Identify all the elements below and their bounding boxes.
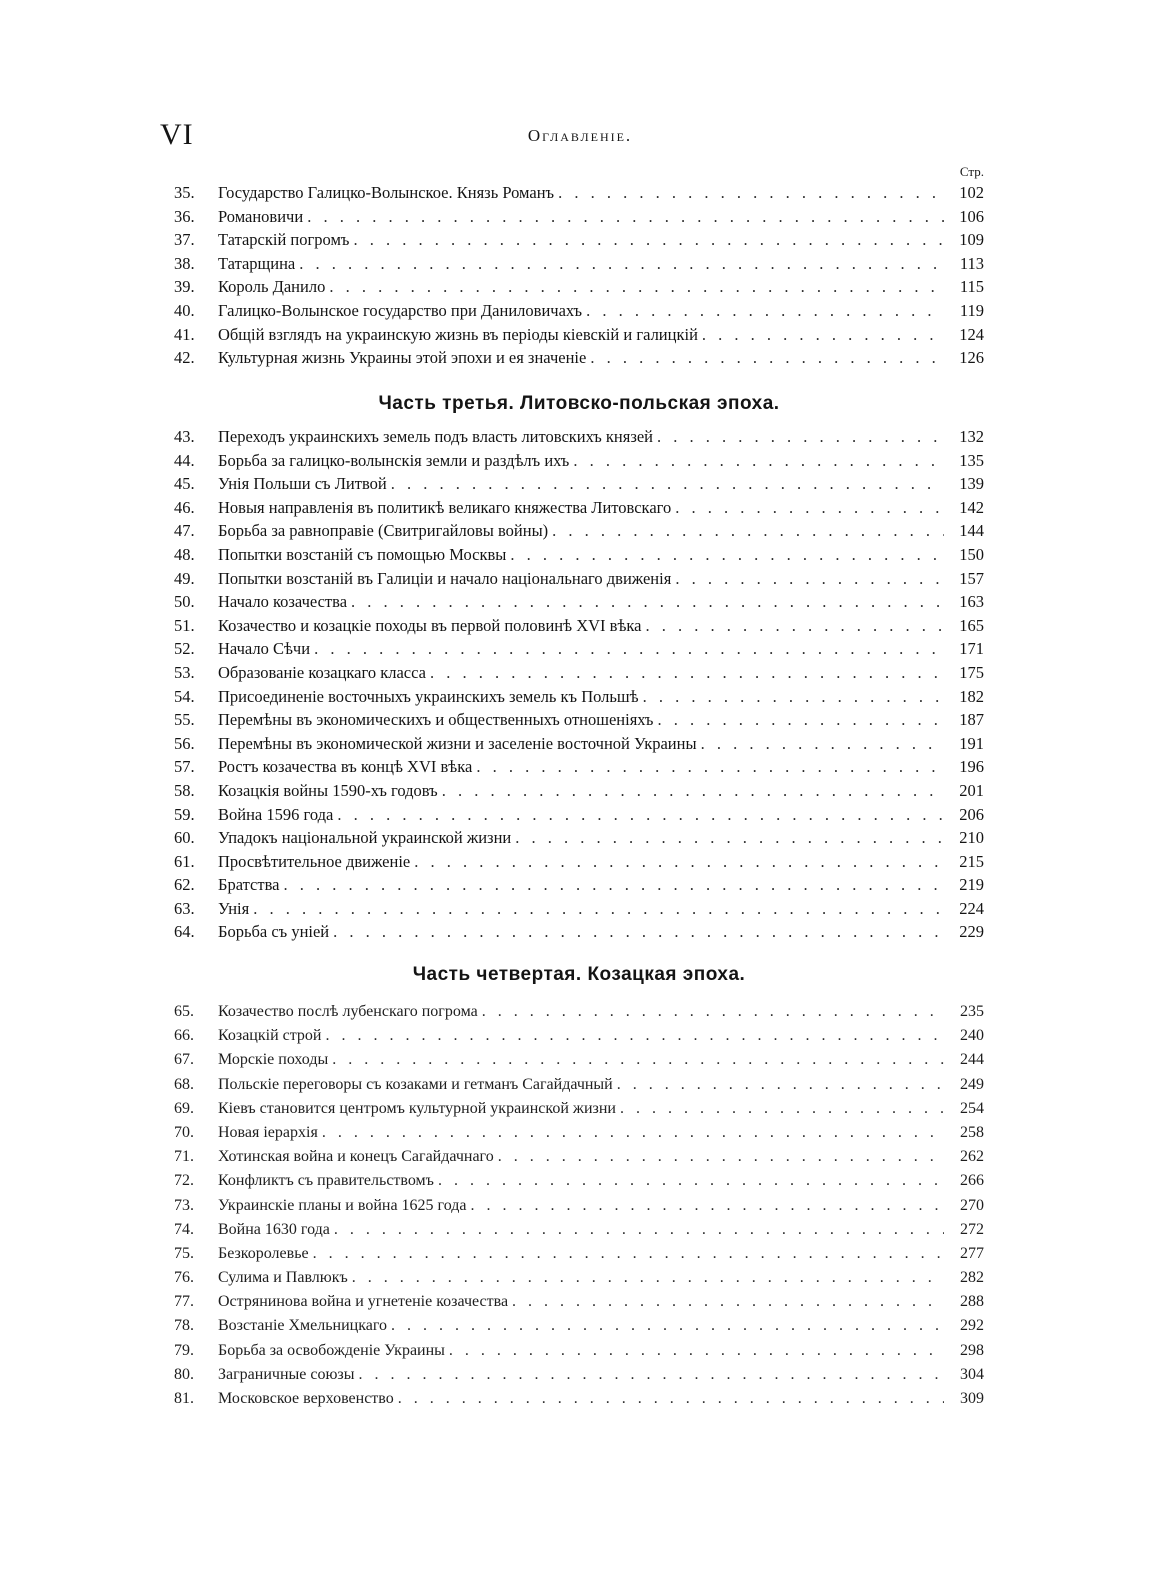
toc-entry-number: 71. (174, 1148, 194, 1166)
toc-entry (174, 1169, 984, 1193)
toc-entry (174, 1387, 984, 1411)
toc-entry-number: 41. (174, 324, 195, 344)
toc-entry (174, 779, 984, 803)
toc-entry-title: Ростъ козачества въ концѣ XVI вѣка (218, 757, 473, 777)
toc-entry-page: 201 (959, 780, 984, 800)
toc-entry-page: 142 (959, 497, 984, 517)
dot-leader (314, 637, 944, 661)
toc-entry-title: Борьба съ уніей (218, 922, 330, 942)
toc-entry-title: Хотинская война и конецъ Сагайдачнаго (218, 1148, 494, 1166)
dot-leader (552, 519, 944, 543)
toc-entry (174, 519, 984, 543)
toc-entry-number: 53. (174, 662, 195, 682)
toc-entry-title: Начало козачества (218, 592, 348, 612)
toc-entry (174, 1266, 984, 1290)
toc-entry-number: 80. (174, 1365, 194, 1383)
toc-entry-page: 266 (960, 1172, 984, 1190)
toc-entry-page: 113 (959, 253, 984, 273)
toc-entry-number: 56. (174, 733, 195, 753)
toc-entry-title: Война 1630 года (218, 1220, 330, 1238)
toc-entry-title: Братства (218, 875, 280, 895)
toc-entry (174, 897, 984, 921)
dot-leader (430, 661, 944, 685)
toc-entry-title: Татарщина (218, 253, 296, 273)
toc-entry-page: 235 (960, 1003, 984, 1020)
toc-entry (174, 1194, 984, 1218)
toc-entry-number: 60. (174, 828, 195, 848)
toc-entry (174, 708, 984, 732)
toc-entry-title: Украинскіе планы и война 1625 года (218, 1196, 467, 1214)
toc-entry-number: 76. (174, 1269, 194, 1287)
toc-entry (174, 252, 984, 276)
dot-leader (414, 850, 944, 874)
dot-leader (391, 472, 944, 496)
toc-entry-number: 44. (174, 450, 195, 470)
toc-entry-number: 68. (174, 1075, 194, 1093)
dot-leader (333, 920, 944, 944)
dot-leader (391, 1314, 944, 1338)
toc-entry-page: 191 (959, 733, 984, 753)
toc-entry-page: 163 (959, 592, 984, 612)
toc-entry-page: 119 (959, 300, 984, 320)
toc-entry (174, 873, 984, 897)
toc-entry (174, 299, 984, 323)
toc-entry (174, 472, 984, 496)
toc-entry (174, 346, 984, 370)
toc-entry (174, 1097, 984, 1121)
dot-leader (322, 1121, 944, 1145)
toc-entry-page: 277 (960, 1244, 984, 1262)
toc-entry (174, 803, 984, 827)
toc-entry-page: 224 (959, 898, 984, 918)
toc-entry (174, 323, 984, 347)
toc-entry-title: Остряниновa война и угнетеніе козачества (218, 1293, 509, 1311)
toc-entry-number: 62. (174, 875, 195, 895)
toc-entry-page: 196 (959, 757, 984, 777)
toc-entry-page: 171 (959, 639, 984, 659)
dot-leader (337, 803, 944, 827)
toc-entry-page: 124 (959, 324, 984, 344)
dot-leader (482, 1000, 944, 1024)
toc-entry-number: 48. (174, 544, 195, 564)
toc-entry-number: 45. (174, 474, 195, 494)
dot-leader (329, 275, 944, 299)
dot-leader (558, 181, 944, 205)
toc-entry (174, 920, 984, 944)
toc-entry-number: 77. (174, 1293, 194, 1311)
toc-entry-page: 126 (959, 348, 984, 368)
toc-entry-number: 52. (174, 639, 195, 659)
toc-entry-page: 132 (959, 427, 984, 446)
toc-entry-number: 70. (174, 1123, 194, 1141)
toc-entry (174, 543, 984, 567)
dot-leader (332, 1048, 944, 1072)
toc-entry-page: 258 (960, 1123, 984, 1141)
dot-leader (657, 708, 944, 732)
toc-entry (174, 1024, 984, 1048)
toc-entry-number: 40. (174, 300, 195, 320)
toc-entry-page: 135 (959, 450, 984, 470)
toc-entry-page: 282 (960, 1269, 984, 1287)
toc-entry-number: 54. (174, 686, 195, 706)
toc-section-part-two-continued (174, 181, 984, 370)
toc-section-part-four (174, 1000, 984, 1411)
toc-entry-page: 210 (959, 828, 984, 848)
toc-entry-number: 72. (174, 1172, 194, 1190)
page-number: VI (160, 118, 194, 151)
toc-entry-page: 144 (959, 521, 984, 541)
toc-entry (174, 850, 984, 874)
toc-entry-title: Сулима и Павлюкъ (218, 1269, 348, 1287)
toc-entry (174, 181, 984, 205)
toc-entry-title: Козачество послѣ лубенскаго погрома (218, 1003, 478, 1020)
toc-entry-number: 81. (174, 1390, 194, 1407)
toc-entry-page: 240 (960, 1027, 984, 1045)
toc-entry-title: Козацкій строй (218, 1027, 322, 1045)
toc-entry-page: 157 (959, 568, 984, 588)
toc-entry-page: 229 (959, 922, 984, 942)
dot-leader (573, 449, 944, 473)
toc-entry (174, 614, 984, 638)
toc-entry-number: 43. (174, 427, 195, 446)
toc-entry (174, 1145, 984, 1169)
dot-leader (283, 873, 944, 897)
toc-entry-page: 292 (960, 1317, 984, 1335)
toc-entry-page: 115 (959, 277, 984, 297)
toc-entry-title: Татарскій погромъ (218, 230, 350, 250)
toc-entry-title: Козацкія войны 1590-хъ годовъ (218, 780, 438, 800)
dot-leader (351, 590, 944, 614)
toc-entry-page: 206 (959, 804, 984, 824)
toc-entry-number: 66. (174, 1027, 194, 1045)
toc-entry-number: 42. (174, 348, 195, 368)
toc-entry-title: Борьба за освобожденіе Украины (218, 1341, 445, 1359)
dot-leader (657, 425, 944, 449)
toc-entry-number: 47. (174, 521, 195, 541)
dot-leader (398, 1387, 944, 1411)
toc-entry-page: 150 (959, 544, 984, 564)
toc-entry-title: Король Данило (218, 277, 326, 297)
toc-entry-number: 58. (174, 780, 195, 800)
toc-entry-page: 109 (959, 230, 984, 250)
toc-entry-number: 63. (174, 898, 195, 918)
toc-entry-title: Государство Галицко-Волынское. Князь Романъ (218, 183, 555, 202)
toc-entry (174, 496, 984, 520)
toc-entry (174, 1048, 984, 1072)
toc-entry (174, 1218, 984, 1242)
toc-entry-number: 38. (174, 253, 195, 273)
toc-entry-page: 254 (960, 1099, 984, 1117)
toc-entry (174, 661, 984, 685)
toc-entry-number: 64. (174, 922, 195, 942)
toc-entry-title: Козачество и козацкіе походы въ первой половинѣ XVI вѣка (218, 615, 642, 635)
dot-leader (617, 1073, 944, 1097)
dot-leader (334, 1218, 944, 1242)
dot-leader (675, 567, 944, 591)
toc-entry-title: Перемѣны въ экономическихъ и общественныхъ отношеніяхъ (218, 710, 654, 730)
dot-leader (643, 685, 944, 709)
toc-entry (174, 1073, 984, 1097)
dot-leader (675, 496, 944, 520)
toc-entry (174, 1363, 984, 1387)
toc-entry (174, 1121, 984, 1145)
dot-leader (326, 1024, 945, 1048)
dot-leader (307, 205, 944, 229)
toc-entry-page: 139 (959, 474, 984, 494)
toc-entry-title: Возстаніе Хмельницкаго (218, 1317, 388, 1335)
toc-entry-page: 288 (960, 1293, 984, 1311)
toc-entry-number: 51. (174, 615, 195, 635)
toc-entry (174, 590, 984, 614)
toc-entry-number: 57. (174, 757, 195, 777)
dot-leader (352, 1266, 944, 1290)
toc-entry-title: Унія (218, 898, 250, 918)
toc-entry-number: 79. (174, 1341, 194, 1359)
toc-entry-page: 106 (959, 206, 984, 226)
toc-entry-number: 49. (174, 568, 195, 588)
toc-entry-title: Попытки возстаній въ Галиціи и начало національнаго движенія (218, 568, 672, 588)
toc-entry-page: 215 (959, 851, 984, 871)
toc-entry (174, 1242, 984, 1266)
toc-entry-number: 37. (174, 230, 195, 250)
toc-entry (174, 755, 984, 779)
toc-entry-title: Конфликтъ съ правительствомъ (218, 1172, 434, 1190)
toc-entry-number: 65. (174, 1003, 194, 1020)
toc-entry-page: 309 (960, 1390, 984, 1407)
dot-leader (590, 346, 944, 370)
toc-section-part-three (174, 425, 984, 944)
toc-entry-title: Безкоролевье (218, 1244, 309, 1262)
toc-entry (174, 826, 984, 850)
toc-entry-number: 61. (174, 851, 195, 871)
toc-entry-title: Морскіе походы (218, 1051, 329, 1069)
page-header (160, 118, 1000, 158)
dot-leader (470, 1194, 944, 1218)
toc-entry-title: Культурная жизнь Украины этой эпохи и ея значеніе (218, 348, 587, 368)
dot-leader (353, 228, 944, 252)
dot-leader (476, 755, 944, 779)
toc-entry-title: Новая іерархія (218, 1123, 318, 1141)
toc-entry-title: Заграничные союзы (218, 1365, 355, 1383)
toc-entry-title: Кіевъ становится центромъ культурной украинской жизни (218, 1099, 616, 1117)
toc-entry-number: 36. (174, 206, 195, 226)
toc-entry (174, 685, 984, 709)
toc-entry-title: Общій взглядъ на украинскую жизнь въ періоды кіевскій и галицкій (218, 324, 698, 344)
toc-entry-page: 270 (960, 1196, 984, 1214)
toc-entry-number: 78. (174, 1317, 194, 1335)
toc-entry-page: 304 (960, 1365, 984, 1383)
part-four-heading: Часть четвертая. Козацкая эпоха. (412, 964, 746, 985)
toc-entry-page: 219 (959, 875, 984, 895)
dot-leader (498, 1145, 944, 1169)
toc-entry (174, 637, 984, 661)
toc-entry-title: Новыя направленія въ политикѣ великаго княжества Литовскаго (218, 497, 672, 517)
dot-leader (515, 826, 944, 850)
toc-entry-page: 187 (959, 710, 984, 730)
dot-leader (702, 323, 944, 347)
dot-leader (253, 897, 944, 921)
toc-entry-title: Московское верховенство (218, 1390, 394, 1407)
toc-entry-title: Переходъ украинскихъ земель подъ власть литовскихъ князей (218, 427, 654, 446)
toc-entry-number: 39. (174, 277, 195, 297)
toc-entry-page: 272 (960, 1220, 984, 1238)
toc-entry-title: Борьба за равноправіе (Свитригайловы войны) (218, 521, 549, 541)
toc-entry-page: 244 (960, 1051, 984, 1069)
toc-entry-title: Унія Польши съ Литвой (218, 474, 387, 494)
toc-entry-title: Польскіе переговоры съ козаками и гетманъ Сагайдачный (218, 1075, 613, 1093)
toc-entry-number: 59. (174, 804, 195, 824)
dot-leader (313, 1242, 944, 1266)
toc-entry (174, 732, 984, 756)
toc-entry-number: 35. (174, 183, 195, 202)
toc-entry-page: 175 (959, 662, 984, 682)
toc-entry-title: Просвѣтительное движеніе (218, 851, 411, 871)
toc-entry-number: 75. (174, 1244, 194, 1262)
running-title: Оглавленіе. (527, 126, 633, 145)
toc-entry (174, 205, 984, 229)
toc-entry (174, 275, 984, 299)
dot-leader (359, 1363, 945, 1387)
dot-leader (620, 1097, 944, 1121)
dot-leader (512, 1290, 944, 1314)
toc-entry-number: 74. (174, 1220, 194, 1238)
part-three-heading: Часть третья. Литовско-польская эпоха. (378, 393, 780, 414)
toc-entry-page: 165 (959, 615, 984, 635)
toc-entry (174, 449, 984, 473)
toc-entry-title: Начало Сѣчи (218, 639, 311, 659)
toc-entry-number: 50. (174, 592, 195, 612)
toc-entry-title: Перемѣны въ экономической жизни и заселеніе восточной Украины (218, 733, 697, 753)
dot-leader (449, 1339, 944, 1363)
toc-entry-title: Образованіе козацкаго класса (218, 662, 426, 682)
toc-entry-page: 182 (959, 686, 984, 706)
toc-entry (174, 1290, 984, 1314)
toc-entry (174, 1339, 984, 1363)
toc-entry-number: 69. (174, 1099, 194, 1117)
toc-entry (174, 228, 984, 252)
dot-leader (586, 299, 944, 323)
toc-entry-page: 249 (960, 1075, 984, 1093)
dot-leader (438, 1169, 944, 1193)
toc-entry-title: Романовичи (218, 206, 304, 226)
toc-entry (174, 425, 984, 449)
dot-leader (442, 779, 944, 803)
page-column-label: Стр. (959, 164, 984, 179)
toc-entry (174, 567, 984, 591)
dot-leader (646, 614, 944, 638)
dot-leader (510, 543, 944, 567)
toc-entry (174, 1000, 984, 1024)
toc-entry-page: 102 (959, 183, 984, 202)
toc-entry-number: 55. (174, 710, 195, 730)
toc-entry-number: 67. (174, 1051, 194, 1069)
toc-entry-number: 73. (174, 1196, 194, 1214)
toc-entry-page: 262 (960, 1148, 984, 1166)
toc-entry-title: Присоединеніе восточныхъ украинскихъ земель къ Польшѣ (218, 686, 639, 706)
toc-entry-page: 298 (960, 1341, 984, 1359)
toc-entry-title: Упадокъ національной украинской жизни (218, 828, 512, 848)
dot-leader (701, 732, 944, 756)
toc-entry-title: Борьба за галицко-волынскія земли и раздѣлъ ихъ (218, 450, 570, 470)
toc-entry-title: Война 1596 года (218, 804, 334, 824)
toc-entry-title: Попытки возстаній съ помощью Москвы (218, 544, 507, 564)
dot-leader (299, 252, 944, 276)
toc-entry-number: 46. (174, 497, 195, 517)
toc-entry-title: Галицко-Волынское государство при Даниловичахъ (218, 300, 583, 320)
toc-entry (174, 1314, 984, 1338)
